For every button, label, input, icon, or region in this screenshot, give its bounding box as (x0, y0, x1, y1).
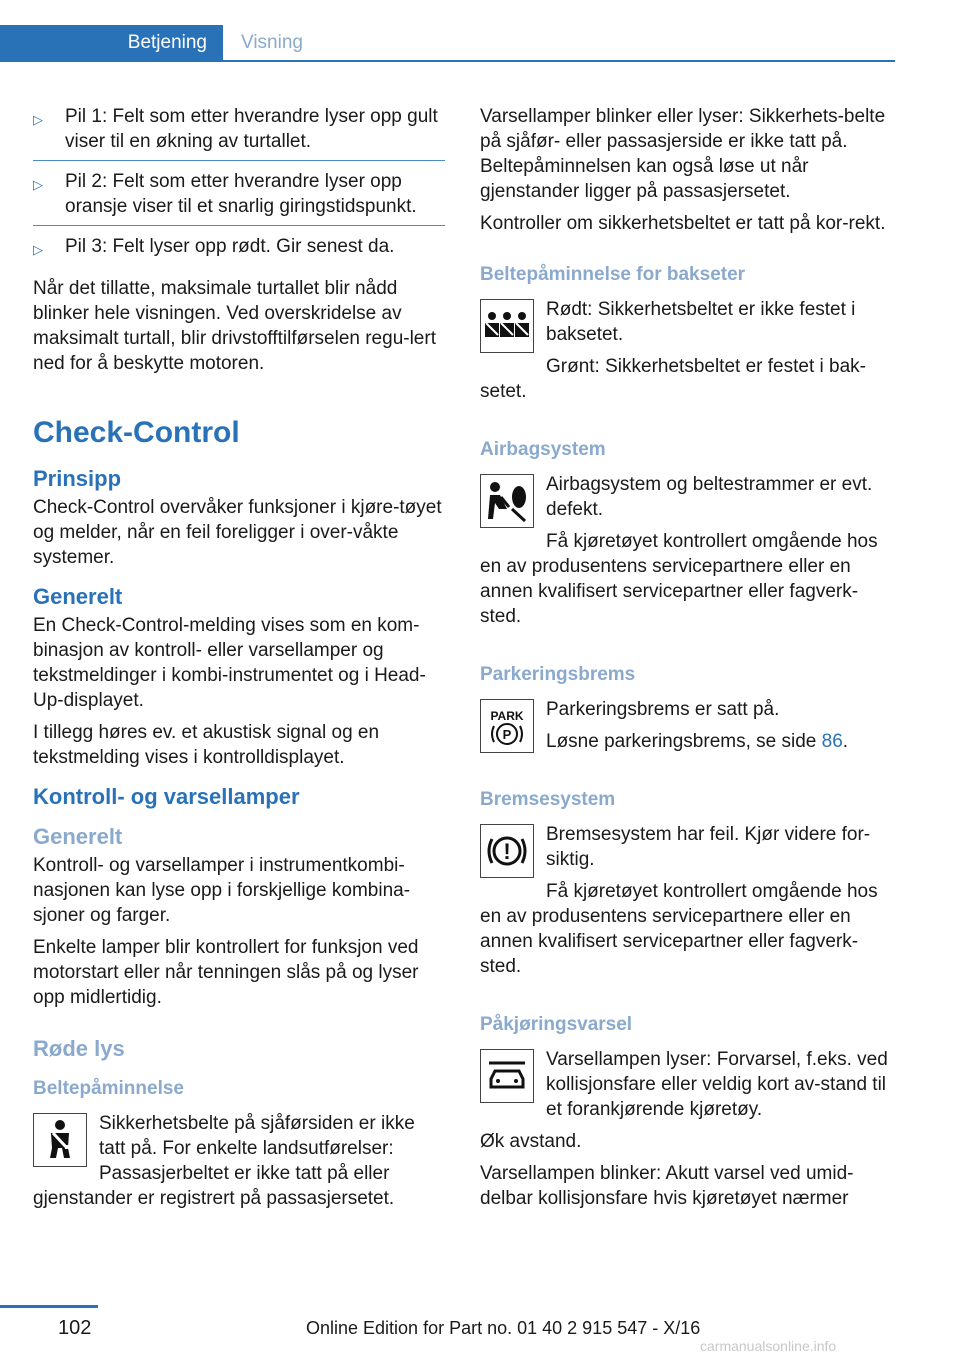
brake-warning-icon (480, 824, 534, 878)
lamp-entry (480, 472, 898, 636)
lamp-description: Sikkerhetsbelte på sjåførsiden er ikke tatt på. For enkelte landsutførelser: Passasjerbeltet er ikke tatt på eller gjenstander er registrert på passasjersetet. (33, 1113, 415, 1209)
generelt-paragraph: En Check-Control-melding vises som en kom-binasjon av kontroll- eller varsellamper og tekstmeldinger i kombi-instrumentet og i Head-Up-displayet. (33, 615, 426, 711)
page-reference-end: . (842, 731, 849, 752)
footer-edition-text: Online Edition for Part no. 01 40 2 915 547 - X/16 (306, 1318, 701, 1338)
lamp-heading-pakjoringsvarsel: Påkjøringsvarsel (480, 1014, 633, 1035)
lamp-entry (480, 822, 898, 986)
lamp-heading-parkeringsbrems: Parkeringsbrems (480, 664, 636, 685)
collision-paragraph: Varsellampen blinker: Akutt varsel ved umid-delbar kollisjonsfare hvis kjøretøyet nærmer (480, 1163, 854, 1209)
brake-glyph: ! (503, 839, 511, 864)
page-reference-link[interactable]: 86 (821, 731, 843, 752)
footer-divider (0, 1305, 98, 1308)
prinsipp-paragraph: Check-Control overvåker funksjoner i kjøre-tøyet og melder, når en feil foreligger i over-våkte systemer. (33, 497, 442, 568)
page-reference-text: Løsne parkeringsbrems, se side (546, 731, 822, 752)
seatbelt-paragraph: Varsellamper blinker eller lyser: Sikkerhets-belte på sjåfør- eller passasjerside er ikke tatt på. Beltepåminnelsen kan også løse ut når gjenstander ligger på passasjersetet. (480, 106, 886, 202)
intro-paragraph: Når det tillatte, maksimale turtallet blir nådd blinker hele visningen. Ved overskridelse av maksimalt turtall, blir drivstofftilførselen regu-lert ned for å beskytte motoren. (33, 278, 436, 374)
lamp-description: Rødt: Sikkerhetsbeltet er ikke festet i baksetet. (546, 299, 856, 345)
lamp-entry (480, 697, 898, 761)
subsection-heading-generelt: Generelt (33, 824, 123, 849)
page-header (0, 0, 895, 62)
section-heading-generelt: Generelt (33, 584, 123, 609)
lamp-heading-airbag: Airbagsystem (480, 439, 606, 460)
lamp-description: Bremsesystem har feil. Kjør videre for-siktig. (546, 824, 871, 870)
list-item (33, 234, 445, 268)
triangle-right-icon: ▷ (33, 177, 43, 192)
header-divider (0, 60, 895, 62)
kontroll-paragraph: Kontroll- og varsellamper i instrumentkombi-nasjonen kan lyse opp i forskjellige kombina-sjoner og farger. (33, 855, 411, 926)
lamp-description: Få kjøretøyet kontrollert omgående hos en av produsentens servicepartnere eller en annen kvalifisert servicepartner eller fagverk-sted. (480, 881, 878, 977)
park-letter: P (502, 727, 512, 742)
lamp-entry (480, 297, 898, 411)
section-heading-prinsipp: Prinsipp (33, 466, 122, 491)
seatbelt-paragraph: Kontroller om sikkerhetsbeltet er tatt på kor-rekt. (480, 213, 886, 234)
list-item (33, 104, 445, 161)
kontroll-paragraph: Enkelte lamper blir kontrollert for funksjon ved motorstart eller når tenningen slås på og lyser opp midlertidig. (33, 937, 419, 1008)
lamp-description (480, 729, 898, 754)
section-heading-kontroll: Kontroll- og varsellamper (33, 784, 300, 809)
lamp-description: Parkeringsbrems er satt på. (546, 699, 780, 720)
collision-paragraph: Øk avstand. (480, 1131, 582, 1152)
watermark: carmanualsonline.info (700, 1338, 837, 1354)
bullet-text: Pil 3: Felt lyser opp rødt. Gir senest da. (65, 236, 395, 257)
right-column (480, 104, 898, 1218)
parking-brake-icon (480, 699, 534, 753)
tab-visning: Visning (241, 32, 303, 53)
park-label: PARK (490, 709, 524, 723)
subsection-heading-rode-lys: Røde lys (33, 1036, 125, 1061)
left-column (33, 104, 445, 1211)
seatbelt-icon (33, 1113, 87, 1167)
list-item (33, 169, 445, 226)
collision-warning-icon (480, 1049, 534, 1103)
lamp-entry (33, 1111, 445, 1211)
lamp-entry (480, 1047, 898, 1129)
lamp-description: Airbagsystem og beltestrammer er evt. defekt. (546, 474, 873, 520)
airbag-icon (480, 474, 534, 528)
chapter-title: Check-Control (33, 416, 240, 449)
triangle-right-icon: ▷ (33, 112, 43, 127)
lamp-heading-bakseter: Beltepåminnelse for bakseter (480, 264, 746, 285)
page-number: 102 (58, 1317, 92, 1339)
bullet-text: Pil 1: Felt som etter hverandre lyser opp gult viser til en økning av turtallet. (65, 106, 438, 152)
lamp-heading-bremsesystem: Bremsesystem (480, 789, 616, 810)
bullet-text: Pil 2: Felt som etter hverandre lyser opp oransje viser til et snarlig giringstidspunkt. (65, 171, 417, 217)
lamp-heading-beltepaminnelse: Beltepåminnelse (33, 1078, 184, 1099)
lamp-description: Grønt: Sikkerhetsbeltet er festet i bak-setet. (480, 356, 866, 402)
tab-betjening: Betjening (0, 25, 223, 61)
rear-seatbelt-icon (480, 299, 534, 353)
generelt-paragraph: I tillegg høres ev. et akustisk signal og en tekstmelding vises i kontrolldisplayet. (33, 722, 380, 768)
lamp-description: Varsellampen lyser: Forvarsel, f.eks. ved kollisjonsfare eller veldig kort av-stand til et forankjørende kjøretøy. (546, 1049, 888, 1120)
triangle-right-icon: ▷ (33, 242, 43, 257)
lamp-description: Få kjøretøyet kontrollert omgående hos en av produsentens servicepartnere eller en annen kvalifisert servicepartner eller fagverk-sted. (480, 531, 878, 627)
